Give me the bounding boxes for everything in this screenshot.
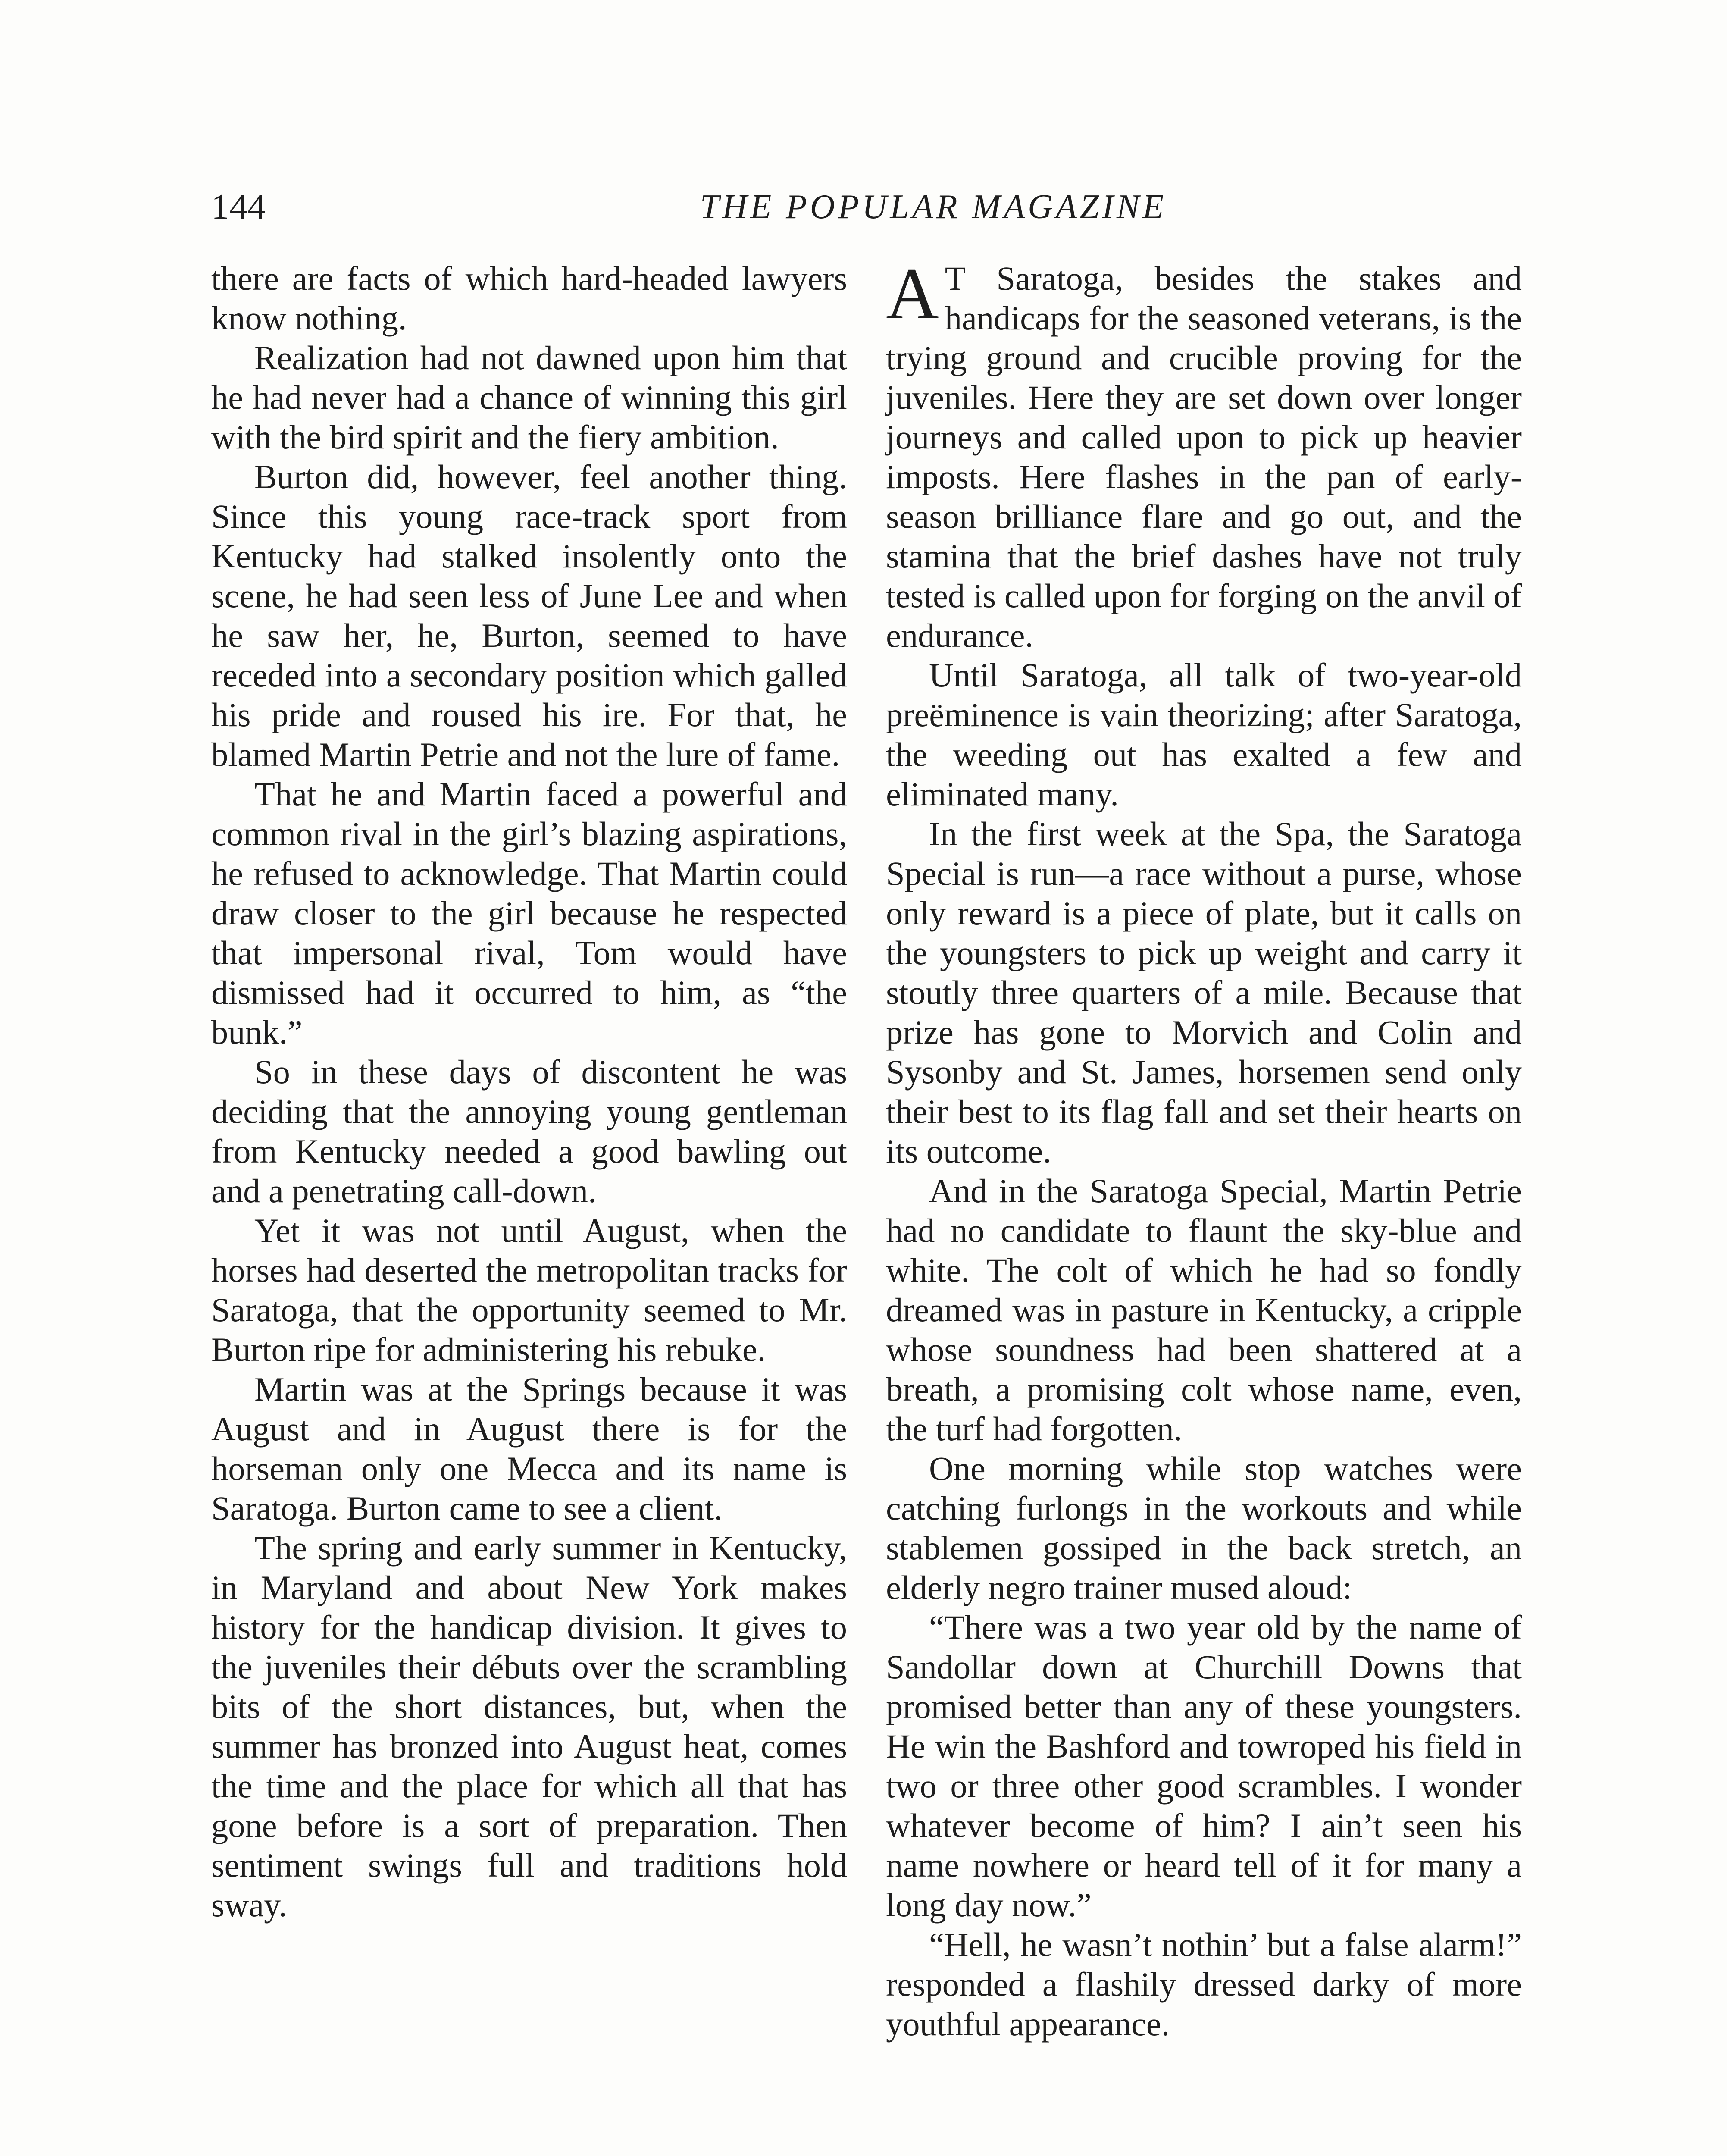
running-head — [211, 181, 1509, 233]
paragraph: Yet it was not until August, when the horses had deserted the metropolitan tracks for Saratoga, that the opportunity seemed to Mr. Burton ripe for administering his rebuke. — [211, 1212, 847, 1368]
paragraph: “There was a two year old by the name of Sandollar down at Churchill Downs that promised better than any of these youngsters. He win the Bashford and towroped his field in two or three other good scrambles. I wonder whatever become of him? I ain’t seen his name nowhere or heard tell of it for many a long day now.” — [886, 1608, 1522, 1924]
paragraph: That he and Martin faced a powerful and common rival in the girl’s blazing aspirations, he refused to acknowledge. That Martin could draw closer to the girl because he respected that impersonal rival, Tom would have dismissed had it occurred to him, as “the bunk.” — [211, 775, 847, 1051]
paragraph: One morning while stop watches were catching furlongs in the workouts and while stablemen gossiped in the back stretch, an elderly negro trainer mused aloud: — [886, 1450, 1522, 1606]
paragraph: The spring and early summer in Kentucky, in Maryland and about New York makes history for the handicap division. It gives to the juveniles their débuts over the scrambling bits of the short distances, but, when the summer has bronzed into August heat, comes the time and the place for which all that has gone before is a sort of preparation. Then sentiment swings full and traditions hold sway. — [211, 1529, 847, 1924]
paragraph: there are facts of which hard-headed lawyers know nothing. — [211, 260, 847, 337]
paragraph: Realization had not dawned upon him that he had never had a chance of winning this girl with the bird spirit and the fiery ambition. — [211, 339, 847, 456]
paragraph: So in these days of discontent he was deciding that the annoying young gentleman from Kentucky needed a good bawling out and a penetrating call-down. — [211, 1053, 847, 1210]
right-column — [886, 253, 1522, 2044]
opening-paragraph — [886, 253, 1522, 655]
magazine-title: THE POPULAR MAGAZINE — [700, 188, 1167, 226]
page-number: 144 — [211, 187, 266, 227]
paragraph: Burton did, however, feel another thing. Since this young race-track sport from Kentucky had stalked insolently onto the scene, he had seen less of June Lee and when he saw her, he, Burton, seemed to have receded into a secondary position which galled his pride and roused his ire. For that, he blamed Martin Petrie and not the lure of fame. — [211, 458, 847, 773]
drop-cap: A — [886, 253, 939, 334]
paragraph: Martin was at the Springs because it was August and in August there is for the horseman only one Mecca and its name is Saratoga. Burton came to see a client. — [211, 1370, 847, 1527]
opening-paragraph-text: T Saratoga, besides the stakes and handicaps for the seasoned veterans, is the trying ground and crucible proving for the juveniles. Here they are set down over longer journeys and called upon to pick up heavier imposts. Here flashes in the pan of early-season brilliance flare and go out, and the stamina that the brief dashes have not truly tested is called upon for forging on the anvil of endurance. — [886, 260, 1522, 654]
paragraph: Until Saratoga, all talk of two-year-old preëminence is vain theorizing; after Saratoga, the weeding out has exalted a few and eliminated many. — [886, 656, 1522, 813]
paragraph: And in the Saratoga Special, Martin Petrie had no candidate to flaunt the sky-blue and white. The colt of which he had so fondly dreamed was in pasture in Kentucky, a cripple whose soundness had been shattered at a breath, a promising colt whose name, even, the turf had forgotten. — [886, 1172, 1522, 1448]
left-column — [211, 259, 847, 1925]
paragraph: In the first week at the Spa, the Saratoga Special is run—a race without a purse, whose only reward is a piece of plate, but it calls on the youngsters to pick up weight and carry it stoutly three quarters of a mile. Because that prize has gone to Morvich and Colin and Sysonby and St. James, horsemen send only their best to its flag fall and set their hearts on its outcome. — [886, 815, 1522, 1170]
paragraph: “Hell, he wasn’t nothin’ but a false alarm!” responded a flashily dressed darky of more youthful appearance. — [886, 1926, 1522, 2043]
